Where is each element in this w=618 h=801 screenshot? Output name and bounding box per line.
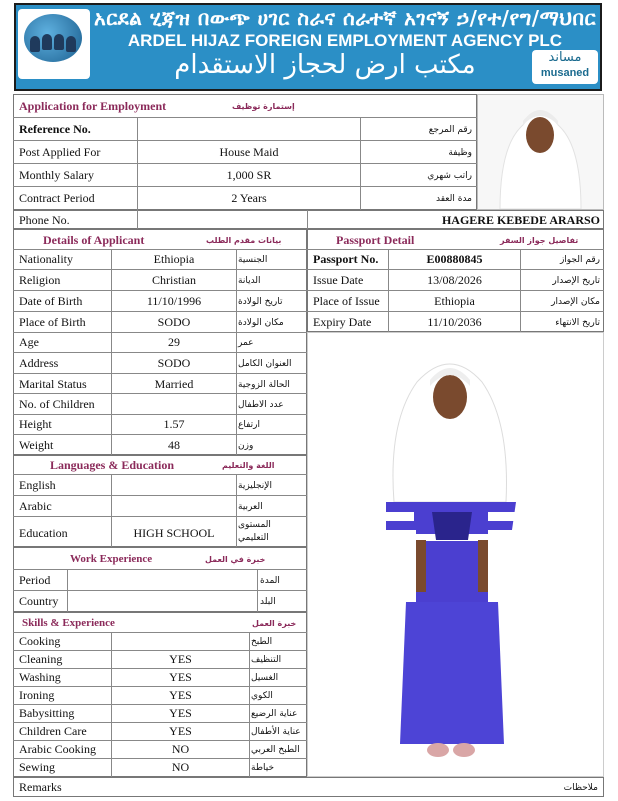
education-label-ar-2: التعليمي: [238, 533, 269, 543]
weight-label-ar: وزن: [238, 441, 254, 451]
arabic-label-ar: العربية: [238, 502, 263, 512]
country-label: Country: [19, 594, 59, 608]
place-of-issue-label: Place of Issue: [313, 294, 380, 308]
title-arabic: مكتب ارض لحجاز الاستقدام: [174, 50, 476, 80]
remarks-row: [13, 777, 604, 797]
religion-label: Religion: [19, 273, 61, 287]
nationality-label: Nationality: [19, 252, 73, 266]
age-label-ar: عمر: [238, 338, 254, 348]
post-label-ar: وظيفة: [448, 148, 472, 158]
nationality-value: Ethiopia: [153, 252, 195, 266]
salary-label-ar: راتب شهري: [427, 171, 472, 181]
arabic-cooking-label: Arabic Cooking: [19, 742, 96, 756]
arabic-cooking-label-ar: الطبخ العربي: [251, 745, 300, 755]
title-amharic: አርደል ሂጃዝ በውጭ ሀገር ስራና ሰራተኛ አገናኝ ኃ/የተ/የግ/ማህበር: [93, 6, 597, 30]
ironing-label: Ironing: [19, 688, 55, 702]
washing-label-ar: الغسيل: [251, 673, 279, 683]
remarks-label: Remarks: [19, 780, 62, 794]
age-label: Age: [19, 335, 39, 349]
languages-title: Languages & Education: [50, 458, 175, 472]
nationality-label-ar: الجنسية: [238, 255, 268, 265]
musaned-logo-arabic: مساند: [548, 50, 582, 65]
cooking-label-ar: الطبخ: [251, 637, 273, 647]
application-title: Application for Employment: [19, 99, 167, 113]
dob-value: 11/10/1996: [146, 294, 202, 308]
place-of-issue-value: Ethiopia: [434, 294, 475, 308]
passport-no-label: Passport No.: [313, 252, 379, 266]
weight-label: Weight: [19, 438, 54, 452]
children-care-label: Children Care: [19, 724, 87, 738]
passport-no-value: E00880845: [426, 252, 483, 266]
weight-value: 48: [168, 438, 180, 452]
washing-label: Washing: [19, 670, 61, 684]
languages-title-ar: اللغة والتعليم: [222, 461, 275, 470]
marital-label: Marital Status: [19, 377, 87, 391]
babysitting-value: YES: [169, 706, 192, 720]
issue-date-label-ar: تاريخ الإصدار: [552, 276, 600, 286]
dob-label: Date of Birth: [19, 294, 83, 308]
issue-date-value: 13/08/2026: [427, 273, 482, 287]
portrait-photo: [477, 94, 604, 210]
work-title: Work Experience: [70, 553, 153, 565]
address-value: SODO: [157, 356, 191, 370]
contract-label-ar: مدة العقد: [436, 194, 472, 204]
age-value: 29: [168, 335, 180, 349]
musaned-logo-english: musaned: [540, 67, 590, 79]
remarks-label-ar: ملاحظات: [563, 783, 598, 793]
babysitting-label-ar: عناية الرضيع: [251, 709, 298, 719]
applicant-title-ar: بيانات مقدم الطلب: [206, 236, 282, 245]
phone-label: Phone No.: [19, 213, 70, 227]
height-label-ar: ارتفاع: [238, 420, 261, 430]
applicant-title: Details of Applicant: [43, 233, 145, 247]
ironing-label-ar: الكوي: [251, 691, 273, 701]
babysitting-label: Babysitting: [19, 706, 75, 720]
address-label: Address: [19, 356, 59, 370]
washing-value: YES: [169, 670, 192, 684]
salary-value: 1,000 SR: [226, 168, 272, 182]
musaned-logo: [532, 50, 598, 84]
issue-date-label: Issue Date: [313, 273, 364, 287]
sewing-label-ar: خياطة: [251, 763, 275, 773]
contract-value: 2 Years: [231, 191, 267, 205]
work-title-ar: خبرة في العمل: [205, 555, 266, 564]
skills-title: Skills & Experience: [22, 617, 115, 629]
height-label: Height: [19, 417, 52, 431]
post-value: House Maid: [219, 145, 279, 159]
globe-icon: [24, 14, 82, 62]
english-label-ar: الإنجليزية: [238, 481, 272, 491]
arabic-cooking-value: NO: [171, 742, 190, 756]
title-english: ARDEL HIJAZ FOREIGN EMPLOYMENT AGENCY PLC: [127, 31, 563, 50]
cleaning-value: YES: [169, 652, 192, 666]
passport-title-ar: تفاصيل جواز السفر: [500, 236, 579, 245]
height-value: 1.57: [163, 417, 185, 431]
passport-title: Passport Detail: [336, 233, 415, 247]
cooking-label: Cooking: [19, 634, 61, 648]
application-title-ar: إستمارة توظيف: [232, 102, 295, 111]
pob-label: Place of Birth: [19, 315, 86, 329]
children-care-label-ar: عناية الأطفال: [251, 727, 301, 737]
pob-value: SODO: [157, 315, 191, 329]
salary-label: Monthly Salary: [19, 168, 94, 182]
cleaning-label: Cleaning: [19, 652, 63, 666]
children-label: No. of Children: [19, 397, 95, 411]
period-label-ar: المدة: [260, 576, 280, 586]
reference-label-ar: رقم المرجع: [428, 125, 472, 135]
period-label: Period: [19, 573, 51, 587]
sewing-value: NO: [171, 760, 190, 774]
religion-label-ar: الديانة: [238, 276, 261, 286]
ironing-value: YES: [169, 688, 192, 702]
expiry-date-value: 11/10/2036: [427, 315, 482, 329]
expiry-date-label-ar: تاريخ الانتهاء: [555, 318, 600, 328]
education-label-ar-1: المستوى: [238, 520, 271, 530]
passport-no-label-ar: رقم الجواز: [559, 255, 600, 265]
marital-value: Married: [154, 377, 194, 391]
arabic-label: Arabic: [19, 499, 52, 513]
contract-label: Contract Period: [19, 191, 95, 205]
dob-label-ar: تاريخ الولادة: [238, 297, 283, 307]
education-value: HIGH SCHOOL: [133, 526, 215, 540]
address-label-ar: العنوان الكامل: [238, 359, 292, 369]
expiry-date-label: Expiry Date: [313, 315, 372, 329]
pob-label-ar: مكان الولادة: [238, 318, 284, 328]
religion-value: Christian: [152, 273, 196, 287]
photo-panel: [307, 332, 604, 777]
cleaning-label-ar: التنظيف: [251, 655, 282, 665]
english-label: English: [19, 478, 56, 492]
reference-label: Reference No.: [19, 122, 91, 136]
children-care-value: YES: [169, 724, 192, 738]
sewing-label: Sewing: [19, 760, 55, 774]
post-label: Post Applied For: [19, 145, 101, 159]
education-label: Education: [19, 526, 68, 540]
country-label-ar: البلد: [260, 597, 276, 607]
applicant-name: HAGERE KEBEDE ARARSO: [441, 213, 600, 227]
marital-label-ar: الحالة الزوجية: [238, 380, 290, 390]
skills-title-ar: خبرة العمل: [252, 619, 297, 628]
children-label-ar: عدد الاطفال: [238, 400, 284, 410]
place-of-issue-label-ar: مكان الإصدار: [551, 297, 600, 307]
